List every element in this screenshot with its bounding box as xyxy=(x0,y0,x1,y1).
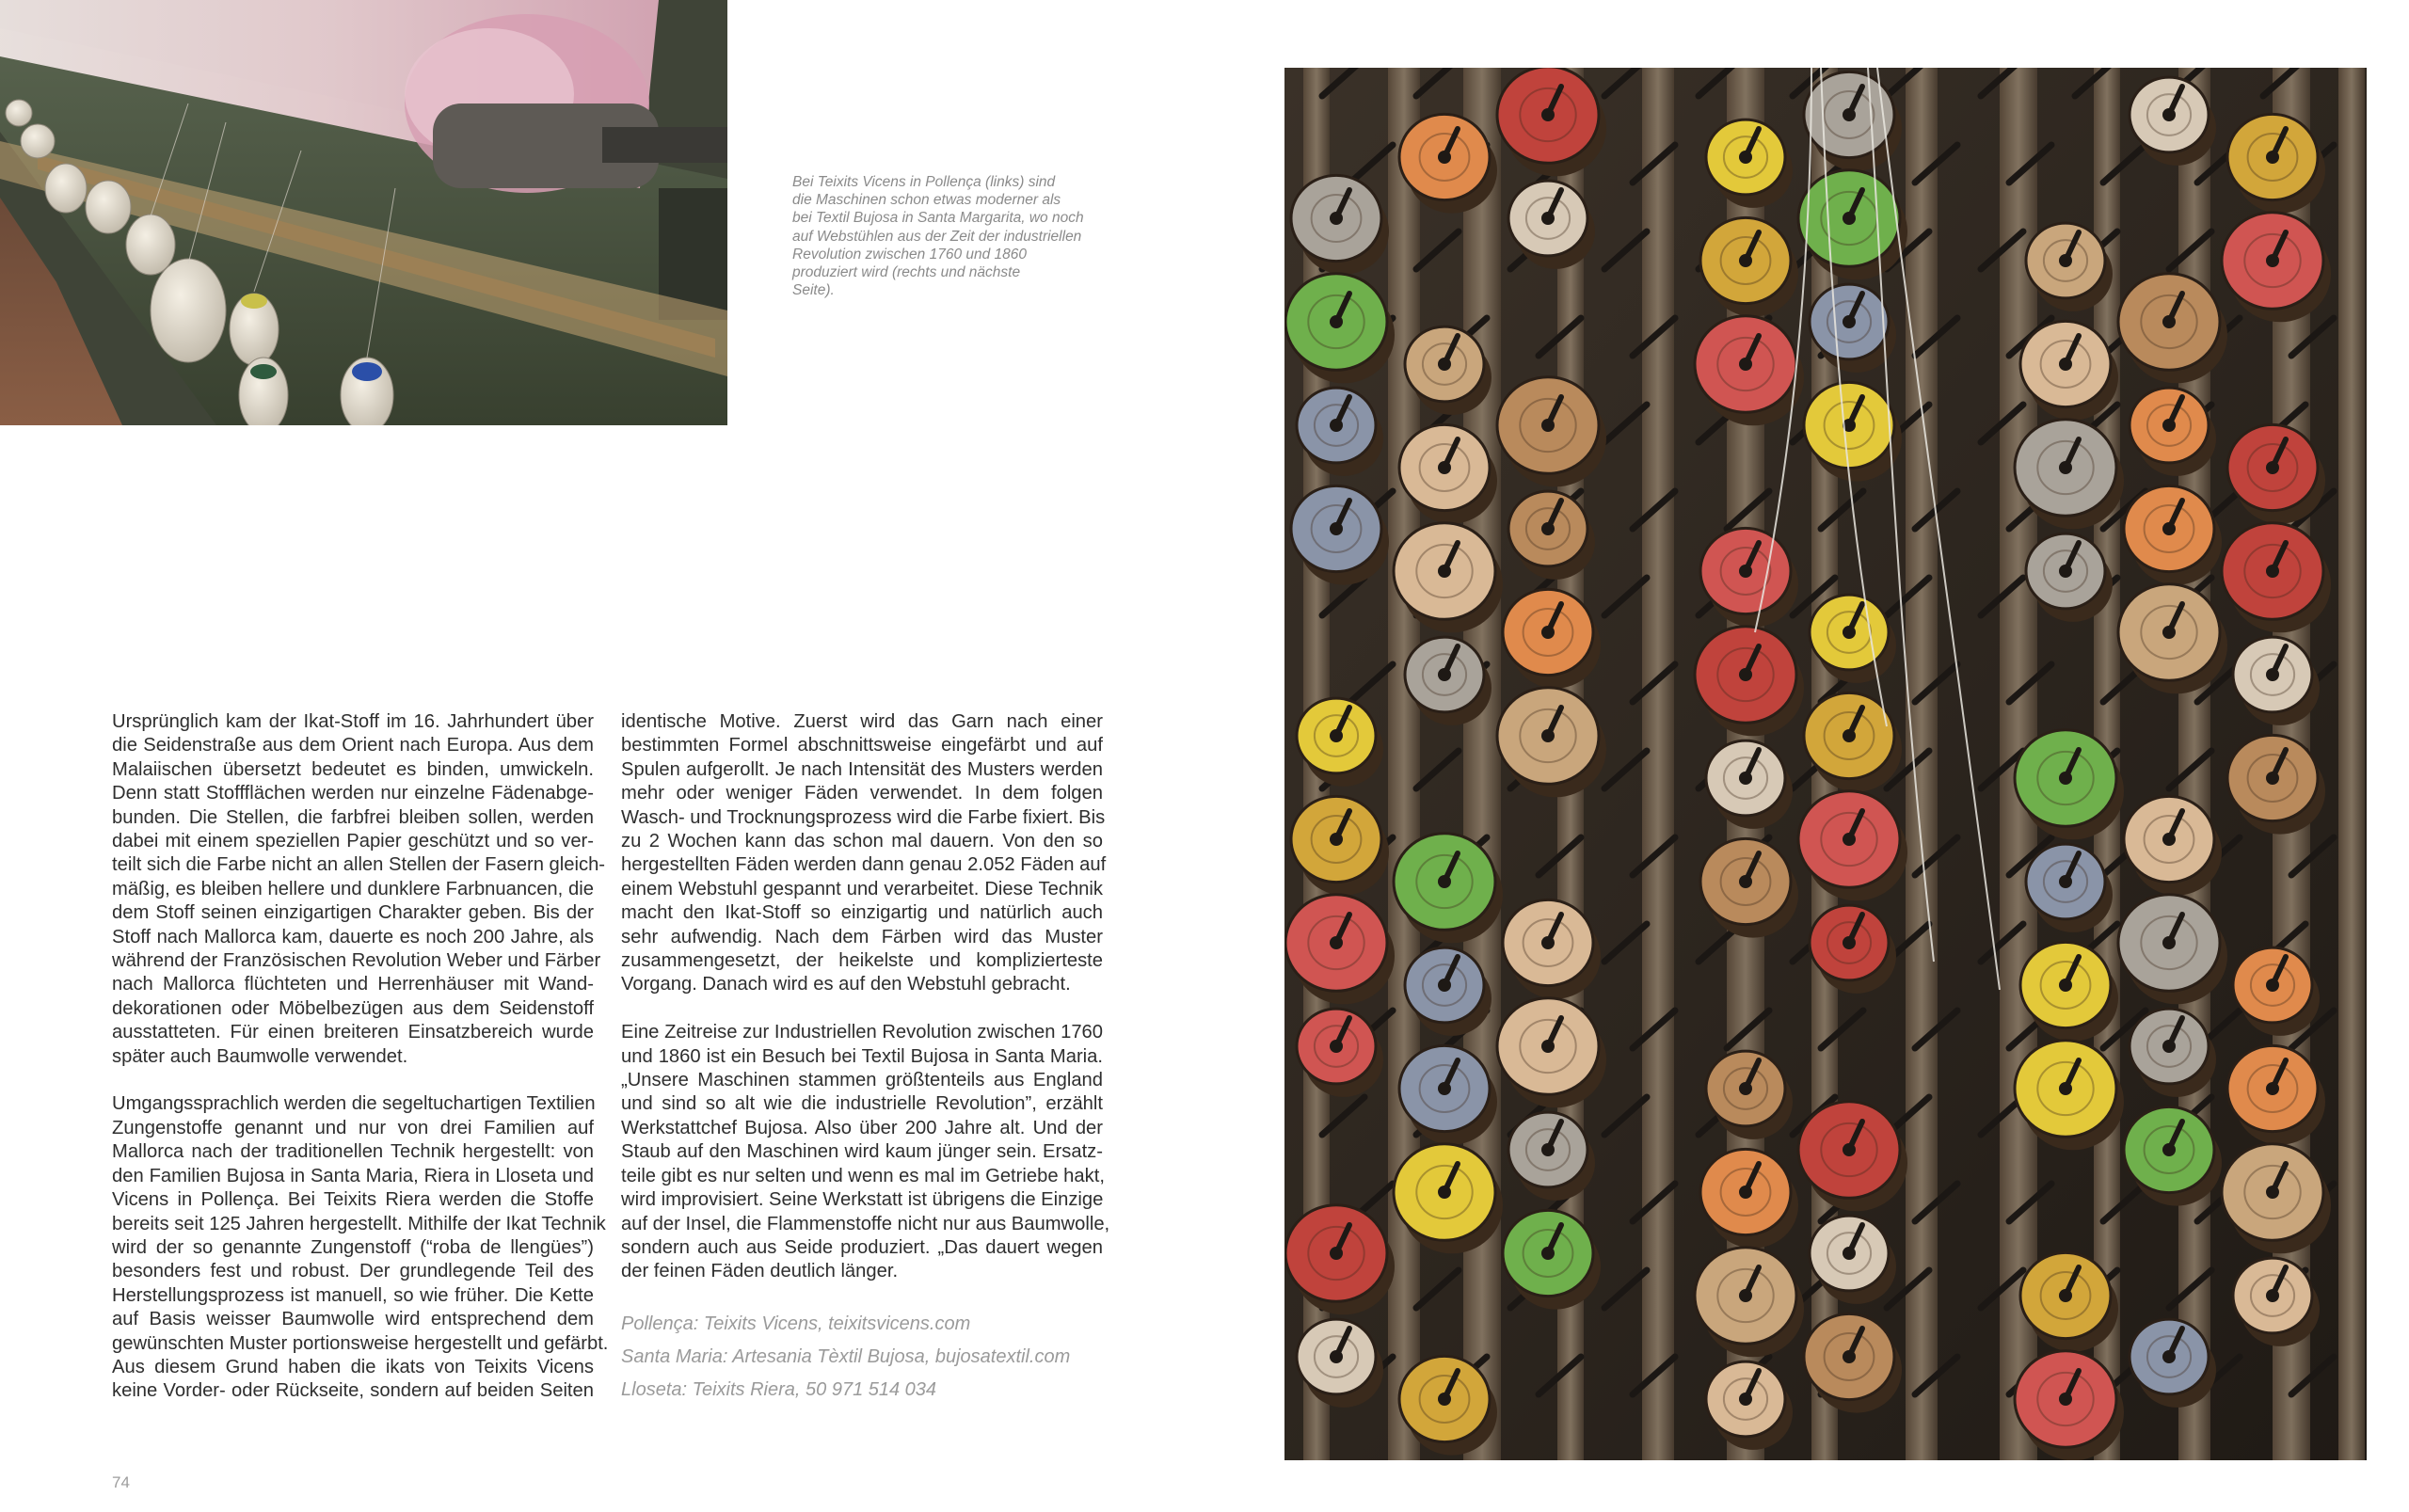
source-line: Pollença: Teixits Vicens, teixitsvicens.com xyxy=(621,1313,971,1334)
text-line: dekorationen oder Möbelbezügen aus dem Seidenstoff xyxy=(112,997,594,1019)
source-list xyxy=(621,1308,1103,1407)
caption-line: produziert wird (rechts und nächste xyxy=(792,264,1021,281)
text-line: und 1860 ist ein Besuch bei Textil Bujosa in Santa Maria. xyxy=(621,1045,1103,1067)
text-line: hergestellten Fäden werden dann genau 2.052 Fäden auf xyxy=(621,854,1107,876)
text-line: dabei mit einem speziellen Papier geschützt und so ver- xyxy=(112,831,594,852)
rack-slat xyxy=(2338,68,2365,1460)
text-line: bereits seit 125 Jahren hergestellt. Mithilfe der Ikat Technik xyxy=(112,1213,606,1234)
text-line: mehr oder weniger Fäden verwendet. In dem folgen xyxy=(621,783,1103,804)
source-line: Santa Maria: Artesania Tèxtil Bujosa, bujosatextil.com xyxy=(621,1345,1071,1367)
text-line: während der Französischen Revolution Weber und Färber xyxy=(112,950,601,972)
text-line: auf der Insel, die Flammenstoffe nicht nur aus Baumwolle, xyxy=(621,1213,1110,1234)
paragraph xyxy=(112,1092,609,1403)
text-line: Eine Zeitreise zur Industriellen Revolution zwischen 1760 xyxy=(621,1022,1103,1043)
text-line: bestimmten Formel abschnittsweise eingefärbt und auf xyxy=(621,735,1103,756)
page-number: 74 xyxy=(112,1473,130,1491)
paragraph xyxy=(112,710,606,1069)
text-line: nach Mallorca flüchteten und Herrenhäuser mit Wand- xyxy=(112,974,594,995)
text-line: Malaiischen übersetzt bedeutet es binden, umwickeln. xyxy=(112,758,594,780)
caption-line: auf Webstühlen aus der Zeit der industriellen xyxy=(792,228,1082,245)
text-line: zusammengesetzt, der heikelste und komplizierteste xyxy=(621,950,1103,972)
text-line: besonders fest und robust. Der grundlegende Teil des xyxy=(112,1261,594,1282)
text-line: Herstellungsprozess ist manuell, so wie früher. Die Kette xyxy=(112,1284,594,1306)
text-line: Werkstattchef Bujosa. Also über 200 Jahre alt. Und der xyxy=(621,1117,1103,1138)
text-line: Aus diesem Grund haben die ikats von Teixits Vicens xyxy=(112,1356,594,1377)
text-line: zu 2 Wochen kann das schon mal dauern. Von den so xyxy=(621,831,1103,852)
text-line: wird improvisiert. Seine Werkstatt ist übrigens die Einzige xyxy=(621,1189,1104,1211)
text-line: Mallorca nach der traditionellen Technik hergestellt: von xyxy=(112,1141,594,1163)
text-line: bunden. Die Stellen, die farbfrei bleiben sollen, werden xyxy=(112,806,594,828)
text-line: identische Motive. Zuerst wird das Garn nach einer xyxy=(621,711,1103,732)
text-line: auf Basis weisser Baumwolle wird entsprechend dem xyxy=(112,1309,594,1330)
text-line: ausstatteten. Für einen breiteren Einsatzbereich wurde xyxy=(112,1022,594,1043)
text-line: Stoff nach Mallorca kam, dauerte es noch 200 Jahre, als xyxy=(112,926,594,947)
text-line: macht den Ikat-Stoff so einzigartig und natürlich auch xyxy=(621,902,1103,924)
text-line: Staub auf den Maschinen wird kaum jünger sein. Ersatz- xyxy=(621,1141,1103,1163)
text-line: Denn statt Stoffflächen werden nur einzelne Fädenabge- xyxy=(112,783,594,804)
text-line: Wasch- und Trocknungsprozess wird die Farbe fixiert. Bis xyxy=(621,806,1106,828)
text-line: Spulen aufgerollt. Je nach Intensität des Musters werden xyxy=(621,758,1103,780)
photo-caption xyxy=(792,173,1131,299)
paragraph xyxy=(621,1021,1110,1283)
caption-line: bei Textil Bujosa in Santa Margarita, wo noch xyxy=(792,210,1084,227)
paragraph xyxy=(621,710,1107,997)
spinning-machine-photo xyxy=(0,0,727,425)
rack-slat xyxy=(1388,68,1420,1460)
text-line: der feinen Fäden deutlich länger. xyxy=(621,1261,899,1282)
caption-line: Seite). xyxy=(792,282,835,299)
text-line: und sind so alt wie die industrielle Revolution”, erzählt xyxy=(621,1093,1103,1115)
text-line: sehr aufwendig. Nach dem Färben wird das Muster xyxy=(621,926,1103,947)
text-line: wird der so genannte Zungenstoff (“roba de llengües”) xyxy=(112,1236,594,1258)
caption-line: die Maschinen schon etwas moderner als xyxy=(792,192,1061,209)
article-column-right xyxy=(621,710,1110,1407)
text-line: die Seidenstraße aus dem Orient nach Europa. Aus dem xyxy=(112,735,594,756)
text-line: Vorgang. Danach wird es auf den Webstuhl gebracht. xyxy=(621,974,1071,995)
text-line: Ursprünglich kam der Ikat-Stoff im 16. Jahrhundert über xyxy=(112,711,594,732)
text-line: „Unsere Maschinen stammen größtenteils aus England xyxy=(621,1070,1103,1091)
article-column-left xyxy=(112,710,609,1404)
text-line: später auch Baumwolle verwendet. xyxy=(112,1045,408,1067)
caption-line: Revolution zwischen 1760 und 1860 xyxy=(792,246,1028,263)
text-line: den Familien Bujosa in Santa Maria, Riera in Lloseta und xyxy=(112,1165,594,1186)
text-line: Zungenstoffe genannt und nur von drei Familien auf xyxy=(112,1117,594,1138)
text-line: mäßig, es bleiben hellere und dunklere Farbnuancen, die xyxy=(112,878,594,899)
text-line: einem Webstuhl gespannt und verarbeitet. Diese Technik xyxy=(621,878,1103,899)
text-line: Umgangssprachlich werden die segeltuchartigen Textilien xyxy=(112,1093,596,1115)
text-line: gewünschten Muster portionsweise hergestellt und gefärbt. xyxy=(112,1332,609,1354)
text-line: sondern auch aus Seide produziert. „Das dauert wegen xyxy=(621,1236,1103,1258)
caption-line: Bei Teixits Vicens in Pollença (links) sind xyxy=(792,174,1056,190)
rack-slat xyxy=(1463,68,1501,1460)
text-line: teile gibt es nur selten und wenn es mal im Getriebe hakt, xyxy=(621,1165,1105,1186)
text-line: keine Vorder- oder Rückseite, sondern auf beiden Seiten xyxy=(112,1380,594,1402)
source-line: Lloseta: Teixits Riera, 50 971 514 034 xyxy=(621,1378,937,1400)
text-line: teilt sich die Farbe nicht an allen Stellen der Fasern gleich- xyxy=(112,854,606,876)
text-line: dem Stoff seinen einzigartigen Charakter geben. Bis der xyxy=(112,902,594,924)
text-line: Vicens in Pollença. Bei Teixits Riera werden die Stoffe xyxy=(112,1189,594,1211)
rack-slat xyxy=(1642,68,1674,1460)
bobbin-rack-photo xyxy=(1284,68,2367,1460)
